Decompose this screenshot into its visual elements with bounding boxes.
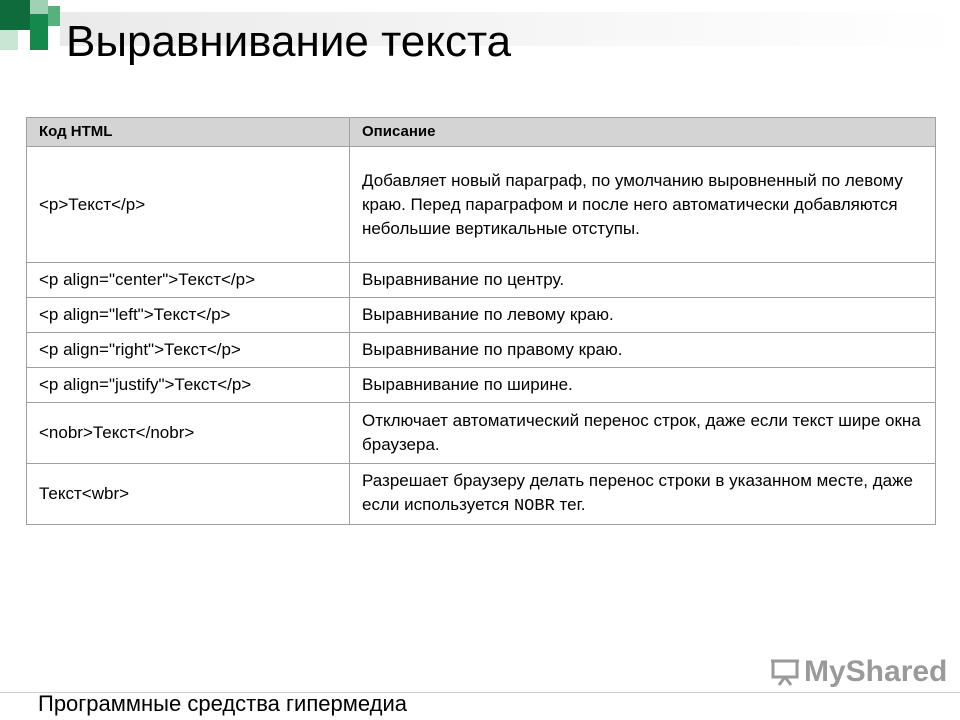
table-row (27, 147, 936, 263)
presentation-board-icon (770, 657, 800, 687)
description-cell: Выравнивание по центру. (350, 263, 936, 298)
description-cell: Выравнивание по правому краю. (350, 333, 936, 368)
code-cell: <p align="justify">Текст</p> (27, 368, 350, 403)
description-cell: Отключает автоматический перенос строк, даже если текст шире окна браузера. (350, 403, 936, 464)
decor-square-mid (48, 6, 60, 26)
header-code: Код HTML (27, 118, 350, 147)
description-cell: Выравнивание по левому краю. (350, 298, 936, 333)
table-row (27, 403, 936, 464)
code-cell: <p align="right">Текст</p> (27, 333, 350, 368)
footer-text: Программные средства гипермедиа (38, 691, 407, 716)
decor-square-light (30, 0, 48, 14)
code-cell: <p>Текст</p> (27, 147, 350, 263)
myshared-logo (770, 654, 947, 690)
table-row (27, 464, 936, 525)
table-row (27, 368, 936, 403)
table-header-row (27, 118, 936, 147)
decor-square-green (30, 14, 48, 50)
header-description: Описание (350, 118, 936, 147)
description-cell: Добавляет новый параграф, по умолчанию выровненный по левому краю. Перед параграфом и после него автоматически добавляются небольшие вертикальные отступы. (350, 147, 936, 263)
description-cell: Выравнивание по ширине. (350, 368, 936, 403)
code-cell: <p align="center">Текст</p> (27, 263, 350, 298)
table-row (27, 298, 936, 333)
code-cell: <p align="left">Текст</p> (27, 298, 350, 333)
description-cell (350, 464, 936, 525)
decor-square-dark (0, 0, 30, 30)
description-text-end: тег. (554, 495, 586, 514)
html-tags-table (26, 117, 936, 525)
table-row (27, 333, 936, 368)
logo-text: MyShared (804, 655, 948, 688)
slide-title: Выравнивание текста (66, 17, 512, 66)
code-cell: <nobr>Текст</nobr> (27, 403, 350, 464)
description-text: Разрешает браузеру делать перенос строки в указанном месте, даже если используется (362, 471, 913, 514)
decor-square-pale (0, 30, 18, 50)
table-row (27, 263, 936, 298)
nobr-code: NOBR (513, 497, 555, 516)
code-cell: Текст<wbr> (27, 464, 350, 525)
